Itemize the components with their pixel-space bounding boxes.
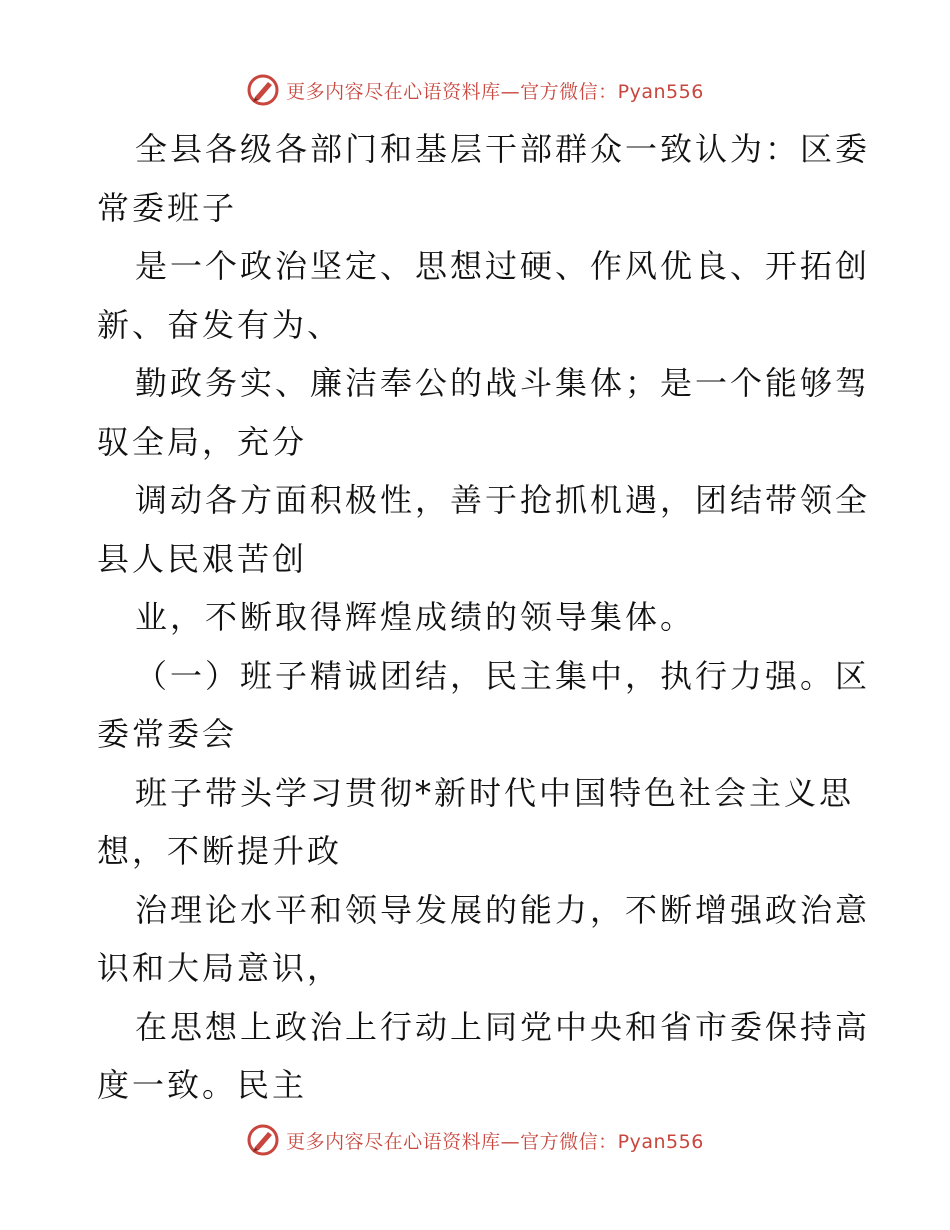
text-line: 县人民艰苦创 (97, 539, 308, 578)
text-line: 全县各级各部门和基层干部群众一致认为：区委 (135, 130, 871, 168)
watermark-text: 更多内容尽在心语资料库—官方微信：Pyan556 (286, 80, 704, 103)
pen-circle-icon (246, 1123, 280, 1157)
watermark-header (0, 70, 950, 110)
text-line: 调动各方面积极性，善于抢抓机遇，团结带领全 (135, 481, 871, 519)
text-line: 委常委会 (97, 715, 238, 753)
text-line: 业，不断取得辉煌成绩的领导集体。 (135, 598, 696, 636)
text-line: 是一个政治坚定、思想过硬、作风优良、开拓创 (135, 247, 871, 285)
watermark-text: 更多内容尽在心语资料库—官方微信：Pyan556 (286, 1130, 704, 1153)
text-line: 班子带头学习贯彻*新时代中国特色社会主义思 (135, 773, 855, 812)
text-line: （一）班子精诚团结，民主集中，执行力强。区 (135, 656, 871, 695)
document-body (97, 120, 871, 1115)
text-line: 驭全局，充分 (97, 422, 308, 461)
text-line: 度一致。民主 (97, 1066, 308, 1104)
text-line: 新、奋发有为、 (97, 305, 343, 344)
text-line: 常委班子 (97, 188, 238, 227)
text-line: 想，不断提升政 (97, 832, 343, 870)
watermark-footer (0, 1120, 950, 1160)
text-line: 识和大局意识， (97, 949, 343, 987)
text-line: 在思想上政治上行动上同党中央和省市委保持高 (135, 1007, 871, 1046)
text-line: 勤政务实、廉洁奉公的战斗集体；是一个能够驾 (135, 364, 871, 402)
text-line: 治理论水平和领导发展的能力，不断增强政治意 (135, 890, 871, 929)
pen-circle-icon (246, 73, 280, 107)
